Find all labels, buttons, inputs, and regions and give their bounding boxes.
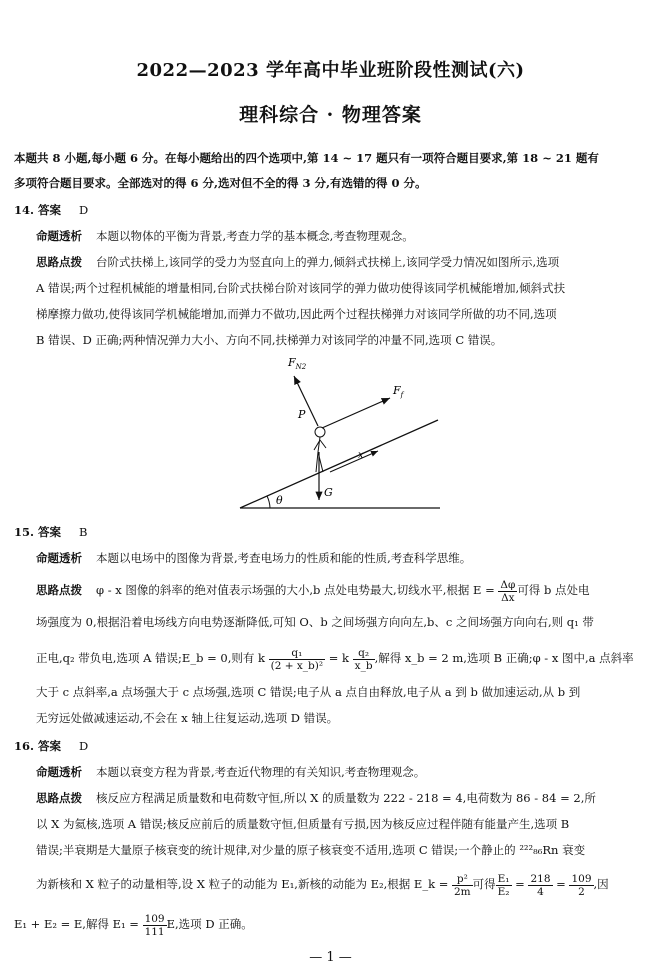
- q16-header: [14, 734, 648, 758]
- g-label: G: [324, 486, 333, 499]
- q16-line-1: 思路点拨 核反应方程满足质量数和电荷数守恒,所以 X 的质量数为 222 - 218 = 4,电荷数为 86 - 84 = 2,所: [36, 791, 596, 805]
- intro-line-1: 本题共 8 小题,每小题 6 分。在每小题给出的四个选项中,第 14 ~ 17 题只有一项符合题目要求,第 18 ~ 21 题有: [14, 151, 599, 165]
- q14-answer: D: [79, 203, 89, 217]
- fn-label: $F_{N2}$: [288, 356, 307, 371]
- page-title: 2022—2023 学年高中毕业班阶段性测试(六): [136, 60, 525, 81]
- q15-line-1: 思路点拨 φ - x 图像的斜率的绝对值表示场强的大小,b 点处电势最大,切线水平,根据 E = $\frac{\Delta\varphi}{\Delta x}$ 可得 b 点处电: [36, 578, 590, 604]
- efield-formula: $\frac{\Delta\varphi}{\Delta x}$: [500, 578, 516, 604]
- q15-analysis-text: 本题以电场中的图像为背景,考查电场力的性质和能的性质,考查科学思维。: [96, 551, 472, 565]
- q16-line-5: E₁ + E₂ = E,解得 E₁ = $\frac{109}{111}$ E,选项 D 正确。: [14, 912, 253, 938]
- q14-text-1: 台阶式扶梯上,该同学的受力为竖直向上的弹力,倾斜式扶梯上,该同学受力情况如图所示,选项: [96, 255, 560, 269]
- friction-force-arrow: [322, 398, 390, 428]
- ff-label: $F_f$: [393, 384, 404, 399]
- q14-line-2: A 错误;两个过程机械能的增量相同,台阶式扶梯台阶对该同学的弹力做功使得该同学机械能增加,倾斜式扶: [36, 281, 566, 295]
- x-label: x: [358, 450, 364, 461]
- e1-formula: $\frac{109}{111}$: [144, 912, 165, 938]
- q14-label-b: 思路点拨: [36, 255, 82, 269]
- q16-line-3: 错误;半衰期是大量原子核衰变的统计规律,对少量的原子核衰变不适用,选项 C 错误;一个静止的 ²²²₈₆Rn 衰变: [36, 843, 586, 857]
- q14-line-4: B 错误、D 正确;两种情况弹力大小、方向不同,扶梯弹力对该同学的冲量不同,选项 C 错误。: [36, 333, 503, 347]
- escalator-force-diagram: [230, 352, 445, 517]
- q14-number: 14. 答案: [14, 203, 62, 217]
- q16-analysis: [36, 760, 648, 784]
- q15-number: 15. 答案: [14, 525, 62, 539]
- q16-label-b: 思路点拨: [36, 791, 82, 805]
- q15-line-3: 正电,q₂ 带负电,选项 A 错误;E_b = 0,则有 k $\frac{\text{q₁}}{\text{(2 + x\_b)²}}$ = k $\frac{\text{q₂}}{x\_b}$ ,解得 x_b = 2 m,选项 B 正确;φ - x 图中,a 点斜率: [36, 646, 634, 672]
- coulomb-formula-1: $\frac{\text{q₁}}{\text{(2 + x\_b)²}}$: [270, 646, 324, 672]
- q14-line-3: 梯摩擦力做功,使得该同学机械能增加,而弹力不做功,因此两个过程扶梯弹力对该同学所做的功不同,选项: [36, 307, 557, 321]
- angle-arc: [267, 496, 270, 508]
- q14-header: [14, 198, 648, 222]
- ek-formula: $\frac{\text{p²}}{2m}$: [454, 872, 471, 898]
- p-label: P: [298, 408, 306, 421]
- page-number: — 1 —: [309, 950, 352, 965]
- q15-analysis: [36, 546, 648, 570]
- q16-label-a: 命题透析: [36, 765, 82, 779]
- person-body: [314, 437, 326, 472]
- q16-line-2: 以 X 为氦核,选项 A 错误;核反应前后的质量数守恒,但质量有亏损,因为核反应过程伴随有能量产生,选项 B: [36, 817, 570, 831]
- q15-line-5: 无穷远处做减速运动,不会在 x 轴上往复运动,选项 D 错误。: [36, 711, 339, 725]
- q16-answer: D: [79, 739, 89, 753]
- q16-line-4: 为新核和 X 粒子的动量相等,设 X 粒子的动能为 E₁,新核的动能为 E₂,根据 E_k = $\frac{\text{p²}}{2m}$ 可得 $\frac{\text{E₁}}{\text{E₂}}$ = $\frac{218}{4}$ = $\frac{109}{2}$ ,因: [36, 872, 609, 898]
- coulomb-formula-2: $\frac{\text{q₂}}{x\_b}$: [354, 646, 373, 672]
- theta-label: θ: [276, 494, 283, 507]
- person-head: [315, 427, 325, 437]
- q16-analysis-text: 本题以衰变方程为背景,考查近代物理的有关知识,考查物理观念。: [96, 765, 426, 779]
- page-subtitle: 理科综合 · 物理答案: [239, 104, 422, 126]
- q15-answer: B: [79, 525, 88, 539]
- q15-label-a: 命题透析: [36, 551, 82, 565]
- q14-line-1: [36, 250, 648, 274]
- incline-line: [240, 420, 438, 508]
- q14-label-a: 命题透析: [36, 229, 82, 243]
- q15-line-2: 场强度为 0,根据沿着电场线方向电势逐渐降低,可知 O、b 之间场强方向向左,b、c 之间场强方向向右,则 q₁ 带: [36, 615, 594, 629]
- q15-header: [14, 520, 648, 544]
- q16-number: 16. 答案: [14, 739, 62, 753]
- q14-analysis: [36, 224, 648, 248]
- q15-line-4: 大于 c 点斜率,a 点场强大于 c 点场强,选项 C 错误;电子从 a 点自由释放,电子从 a 到 b 做加速运动,从 b 到: [36, 685, 581, 699]
- x-axis-arrow: [330, 451, 378, 472]
- q15-label-b: 思路点拨: [36, 583, 82, 597]
- intro-line-2: 多项符合题目要求。全部选对的得 6 分,选对但不全的得 3 分,有选错的得 0 分。: [14, 176, 427, 190]
- q14-analysis-text: 本题以物体的平衡为背景,考查力学的基本概念,考查物理观念。: [96, 229, 414, 243]
